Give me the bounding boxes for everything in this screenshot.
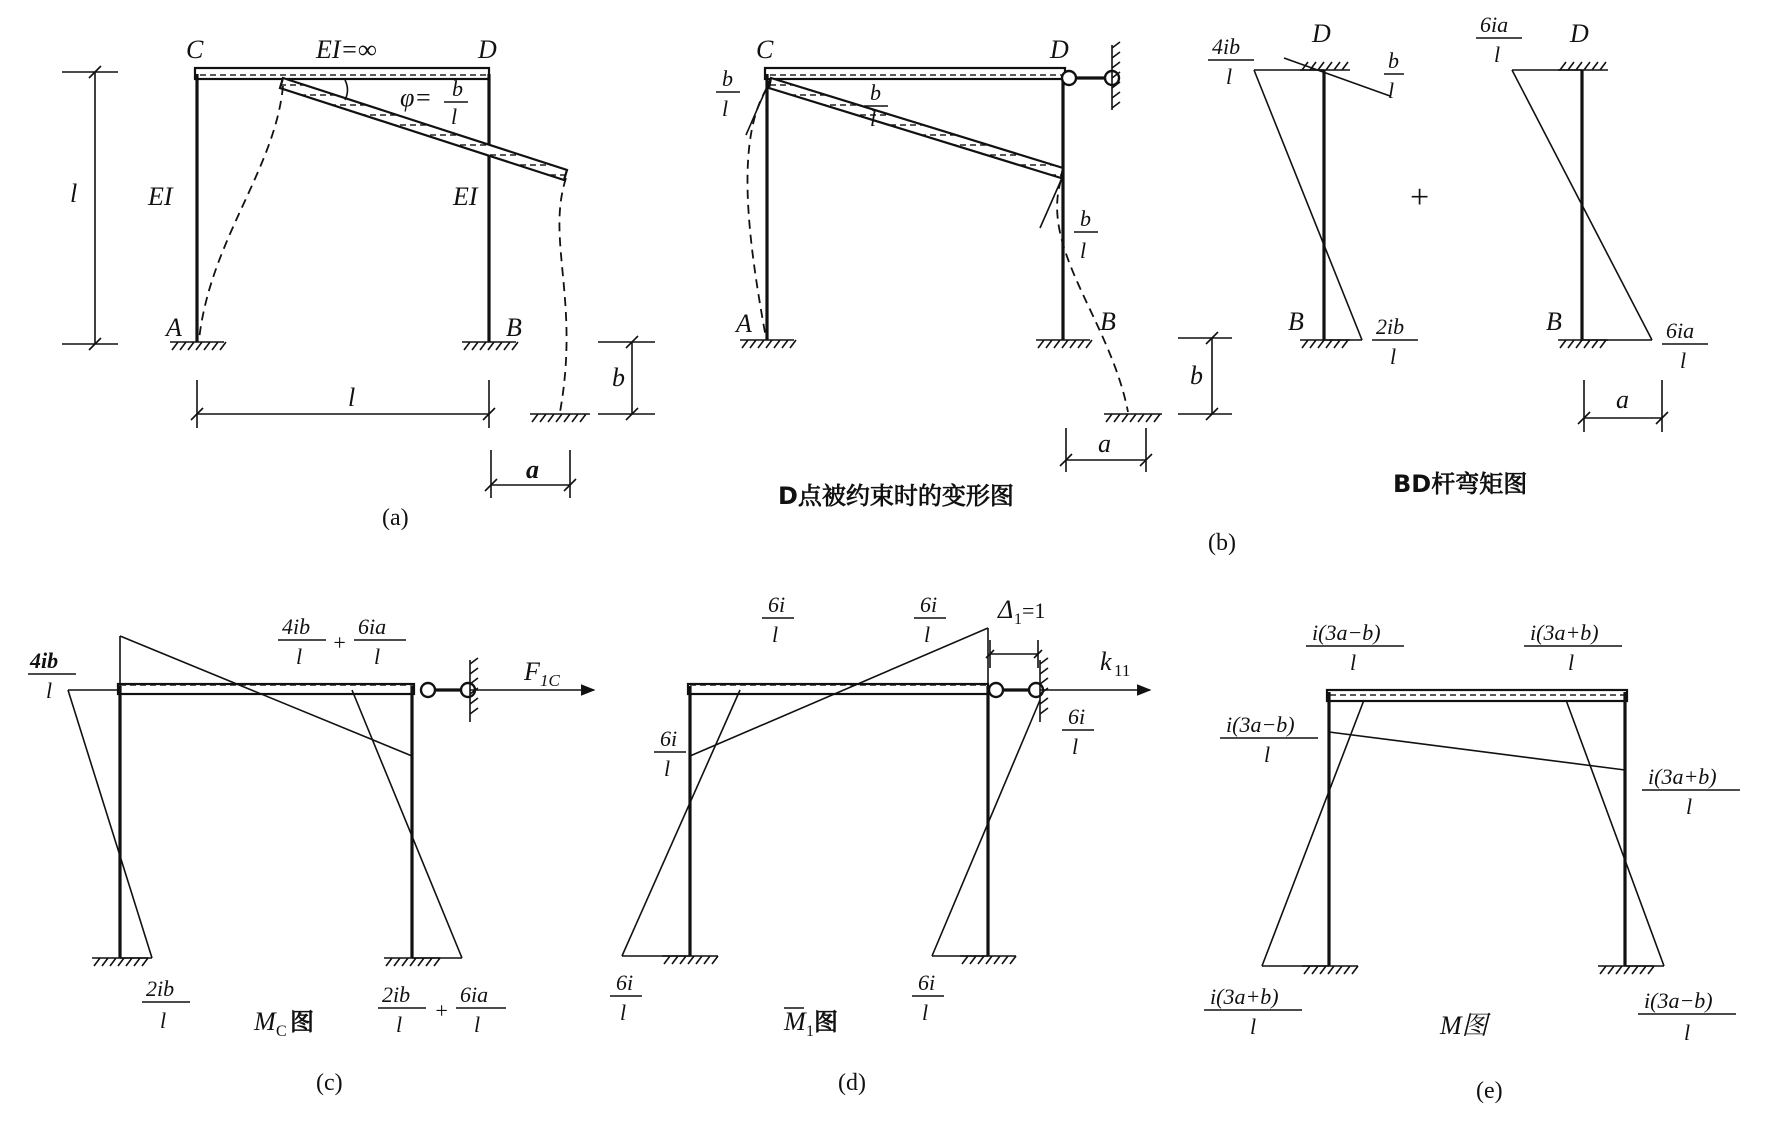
bot-left-den: l	[1250, 1014, 1257, 1039]
displaced-beam	[769, 78, 1063, 178]
title-deformation: D点被约束时的变形图	[778, 482, 1014, 510]
label-left-ei: EI	[148, 182, 173, 211]
m1-top-num: 4ib	[1212, 34, 1241, 59]
right-bot-num2: 6ia	[460, 982, 489, 1007]
mid-left-den: l	[1264, 742, 1271, 767]
caption-d: (d)	[838, 1070, 866, 1096]
mid-right-num: i(3a+b)	[1648, 764, 1717, 789]
dimension-span	[191, 380, 495, 428]
settled-support-b	[1104, 414, 1162, 422]
diagram-name-subscript: C	[276, 1023, 287, 1040]
bot-left-num: i(3a+b)	[1210, 984, 1279, 1009]
val-right-bot-num: 6i	[918, 970, 936, 995]
diagram-name: M图	[1440, 1011, 1488, 1040]
diagram-name	[253, 1007, 314, 1040]
dimension-settle-v	[1178, 332, 1232, 420]
fixed-support-b	[462, 342, 518, 350]
fixed-support-b-1	[1300, 340, 1350, 348]
dimension-height	[62, 66, 118, 350]
top-right-den: l	[1568, 650, 1575, 675]
label-node-b-1: B	[1288, 307, 1304, 336]
moment-left-column	[1262, 700, 1364, 966]
right-bot-den2: l	[474, 1012, 481, 1037]
m1-top-den: l	[1226, 64, 1233, 89]
plus-sign: +	[1410, 179, 1430, 216]
beam	[1327, 690, 1627, 701]
top-left-num: i(3a−b)	[1312, 620, 1381, 645]
deflected-column-left	[199, 86, 283, 340]
label-node-a: A	[166, 313, 182, 342]
fixed-support-right	[1598, 966, 1654, 974]
left-top-num: 4ib	[30, 648, 59, 673]
label-settle-h: a	[526, 455, 539, 484]
label-node-d: D	[1050, 35, 1069, 64]
dimension-delta	[986, 640, 1042, 668]
caption-a: (a)	[382, 505, 409, 531]
tangent-b	[1040, 178, 1062, 228]
label-node-c: C	[756, 35, 774, 64]
k-symbol: k	[1100, 647, 1112, 676]
val-left-bot-num: 6i	[616, 970, 634, 995]
mid-left-num: i(3a−b)	[1226, 712, 1295, 737]
m2-top-den: l	[1494, 42, 1501, 67]
label-node-c: C	[186, 35, 204, 64]
plus-top: +	[332, 630, 347, 655]
m1-rot-num: b	[1388, 48, 1399, 73]
diagram-name-suffix: 图	[814, 1008, 838, 1036]
phi-arc	[345, 80, 348, 100]
left-bot-den: l	[160, 1008, 167, 1033]
figure-e	[1204, 620, 1740, 1104]
figure-d	[610, 592, 1150, 1096]
top-right-num: i(3a+b)	[1530, 620, 1599, 645]
beam-cd	[195, 68, 489, 79]
moment-left-column	[622, 690, 740, 956]
fixed-support-b	[1036, 340, 1092, 348]
val-beam-top-den: l	[772, 622, 779, 647]
figure-a	[62, 35, 655, 531]
moment-left-column	[68, 690, 152, 958]
left-top-den: l	[46, 678, 53, 703]
m2-bot-num: 6ia	[1666, 318, 1695, 343]
fixed-support-left	[662, 956, 718, 964]
left-bot-num: 2ib	[146, 976, 175, 1001]
val-left-mid-num: 6i	[660, 726, 678, 751]
title-bd-moment: BD杆弯矩图	[1393, 470, 1528, 498]
caption-e: (e)	[1476, 1078, 1503, 1104]
fixed-support-a	[170, 342, 226, 350]
diagram-name	[783, 1007, 838, 1040]
hinge	[421, 683, 435, 697]
right-top-den2: l	[374, 644, 381, 669]
delta-label	[997, 595, 1045, 628]
delta-subscript: 1	[1014, 611, 1022, 628]
moment-beam	[120, 636, 412, 756]
label-node-b: B	[1100, 307, 1116, 336]
val-right-mid-den: l	[1072, 734, 1079, 759]
rot-beam-num: b	[870, 80, 881, 105]
label-node-b-2: B	[1546, 307, 1562, 336]
top-left-den: l	[1350, 650, 1357, 675]
val-right-mid-num: 6i	[1068, 704, 1086, 729]
label-span: l	[348, 383, 356, 412]
right-bot-den1: l	[396, 1012, 403, 1037]
moment-line-1	[1254, 70, 1362, 340]
m1-rot-den: l	[1388, 78, 1395, 103]
mid-right-den: l	[1686, 794, 1693, 819]
k-label	[1100, 647, 1130, 680]
phi-numerator: b	[452, 76, 463, 101]
rotation-tangent-d	[1284, 58, 1390, 96]
diagram-name-subscript: 1	[806, 1023, 814, 1040]
label-right-ei: EI	[453, 182, 478, 211]
fixed-support-d-2	[1558, 62, 1608, 70]
beam	[118, 684, 414, 694]
fixed-support-left	[92, 958, 148, 966]
bot-right-den: l	[1684, 1020, 1691, 1045]
rot-c-num: b	[722, 66, 733, 91]
label-shift-a: a	[1616, 385, 1629, 414]
figure-b-deformation	[716, 35, 1232, 510]
hinge-d	[1062, 71, 1076, 85]
fixed-support-right	[960, 956, 1016, 964]
rot-c-den: l	[722, 96, 729, 121]
rot-d-den: l	[1080, 238, 1087, 263]
moment-right-column	[932, 700, 1040, 956]
m1-bot-den: l	[1390, 344, 1397, 369]
fixed-support-left	[1302, 966, 1358, 974]
figure-b-moment	[1208, 12, 1708, 556]
right-bot-num1: 2ib	[382, 982, 411, 1007]
plus-bottom: +	[434, 998, 449, 1023]
label-node-d-1: D	[1312, 19, 1331, 48]
caption-c: (c)	[316, 1070, 343, 1096]
beam-cd	[765, 68, 1065, 79]
val-right-top-num: 6i	[920, 592, 938, 617]
label-beam-ei: EI=∞	[316, 35, 377, 64]
val-beam-top-num: 6i	[768, 592, 786, 617]
val-right-top-den: l	[924, 622, 931, 647]
k-subscript: 11	[1114, 661, 1131, 680]
dimension-settle-v	[598, 336, 655, 420]
label-phi: φ=	[400, 83, 432, 112]
label-node-d: D	[478, 35, 497, 64]
label-settle-h: a	[1098, 429, 1111, 458]
val-left-mid-den: l	[664, 756, 671, 781]
phi-denominator: l	[451, 104, 458, 129]
rot-d-num: b	[1080, 206, 1091, 231]
diagram-name-suffix: 图	[290, 1008, 314, 1036]
m2-top-num: 6ia	[1480, 12, 1509, 37]
delta-symbol: Δ	[998, 595, 1014, 624]
deflected-column-right	[559, 178, 566, 412]
label-node-d-2: D	[1570, 19, 1589, 48]
bot-right-num: i(3a−b)	[1644, 988, 1713, 1013]
settled-support-b	[530, 414, 590, 422]
delta-value: =1	[1022, 598, 1046, 623]
m1-bot-num: 2ib	[1376, 314, 1405, 339]
val-left-bot-den: l	[620, 1000, 627, 1025]
force-label	[523, 657, 561, 690]
label-height: l	[70, 179, 78, 208]
label-settle-v: b	[1190, 361, 1203, 390]
fixed-support-right	[384, 958, 440, 966]
right-top-num2: 6ia	[358, 614, 387, 639]
right-top-num1: 4ib	[282, 614, 311, 639]
hinge	[989, 683, 1003, 697]
rot-beam-den: l	[870, 106, 877, 131]
diagram-name-symbol: M	[254, 1007, 276, 1036]
right-top-den1: l	[296, 644, 303, 669]
val-right-bot-den: l	[922, 1000, 929, 1025]
label-node-a: A	[736, 309, 752, 338]
force-symbol: F	[524, 657, 540, 686]
force-subscript: 1C	[540, 671, 560, 690]
diagram-name-symbol: M	[784, 1007, 806, 1036]
moment-right-column	[352, 690, 462, 958]
label-node-b: B	[506, 313, 522, 342]
caption-b: (b)	[1208, 530, 1236, 556]
deflected-column-right	[1057, 180, 1128, 412]
fixed-support-b-2	[1558, 340, 1608, 348]
moment-right-column	[1566, 700, 1664, 966]
figure-c	[28, 614, 594, 1096]
m2-bot-den: l	[1680, 348, 1687, 373]
fixed-support-a	[740, 340, 796, 348]
label-settle-v: b	[612, 363, 625, 392]
